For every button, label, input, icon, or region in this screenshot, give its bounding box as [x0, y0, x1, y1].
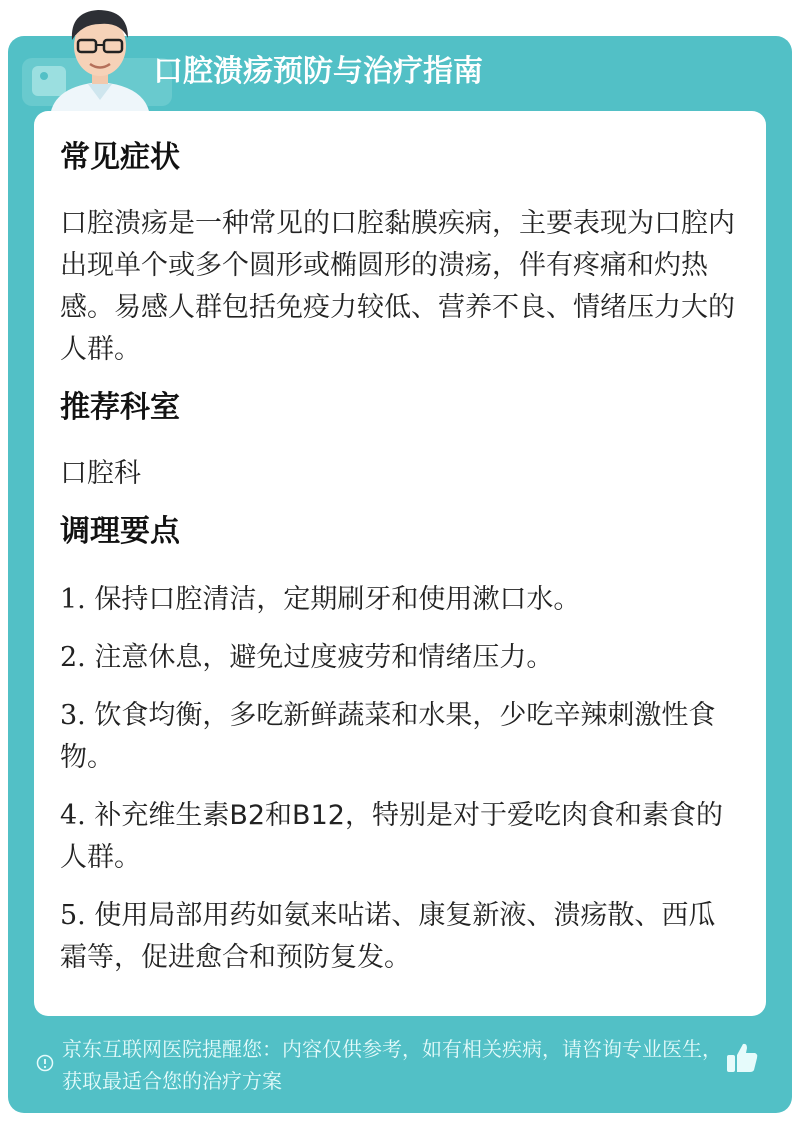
tip-number: 5.	[60, 900, 86, 931]
list-item	[60, 637, 740, 679]
tip-text: 补充维生素B2和B12，特别是对于爱吃肉食和素食的人群。	[60, 800, 723, 873]
list-item	[60, 695, 740, 779]
list-item	[60, 795, 740, 879]
list-item	[60, 895, 740, 979]
disclaimer-text: 京东互联网医院提醒您：内容仅供参考，如有相关疾病，请咨询专业医生，获取最适合您的治疗方案	[62, 1037, 722, 1093]
content-card	[34, 111, 766, 1016]
tip-text: 保持口腔清洁，定期刷牙和使用漱口水。	[94, 584, 581, 615]
tip-text: 注意休息，避免过度疲劳和情绪压力。	[94, 642, 554, 673]
department-text: 口腔科	[60, 458, 141, 489]
section-title-symptoms: 常见症状	[60, 140, 180, 175]
list-item	[60, 579, 740, 621]
thumbs-up-icon[interactable]	[724, 1040, 760, 1076]
page-title: 口腔溃疡预防与治疗指南	[153, 54, 483, 89]
doctor-avatar	[40, 0, 160, 116]
tip-number: 3.	[60, 700, 86, 731]
footer-disclaimer	[36, 1033, 736, 1097]
symptoms-text: 口腔溃疡是一种常见的口腔黏膜疾病，主要表现为口腔内出现单个或多个圆形或椭圆形的溃疡，伴有疼痛和灼热感。易感人群包括免疫力较低、营养不良、情绪压力大的人群。	[60, 208, 735, 365]
tip-number: 1.	[60, 584, 86, 615]
section-title-care-points: 调理要点	[60, 514, 180, 549]
tip-number: 2.	[60, 642, 86, 673]
tip-number: 4.	[60, 800, 86, 831]
care-tips-list	[60, 579, 740, 979]
tip-text: 使用局部用药如氨来呫诺、康复新液、溃疡散、西瓜霜等，促进愈合和预防复发。	[60, 900, 716, 973]
tip-text: 饮食均衡，多吃新鲜蔬菜和水果，少吃辛辣刺激性食物。	[60, 700, 716, 773]
section-title-department: 推荐科室	[60, 390, 180, 425]
